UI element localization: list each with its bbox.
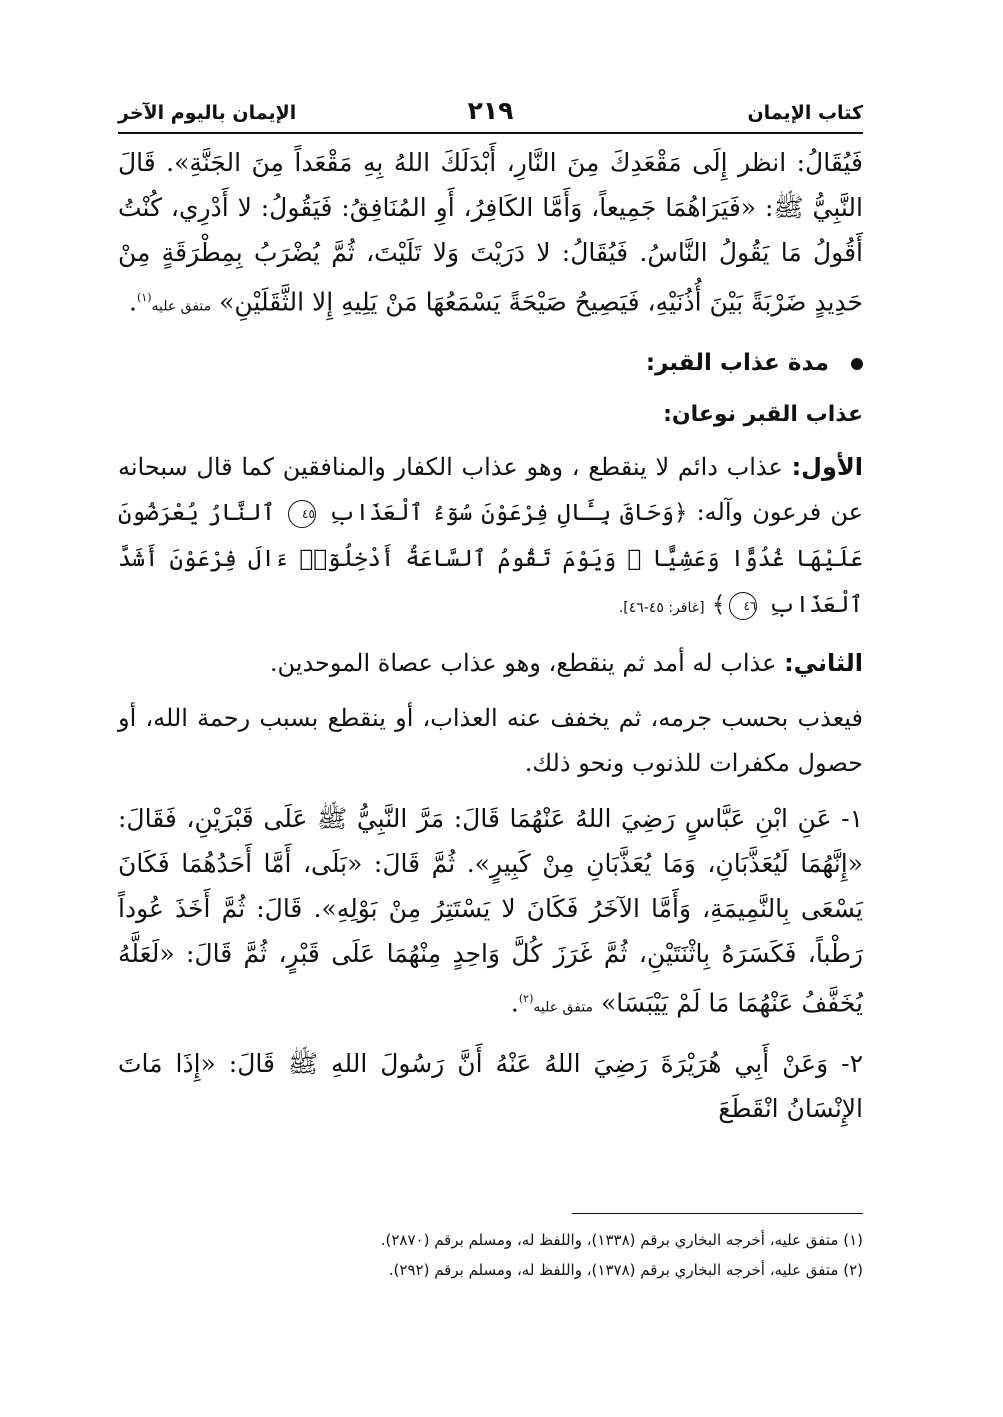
ayah-number-marker: ٤٥ xyxy=(288,500,316,528)
quran-verse-a: وَحَاقَ بِـَٔالِ فِرْعَوْنَ سُوٓءُ ٱلْعَذَابِ xyxy=(328,500,674,527)
page-number: ٢١٩ xyxy=(467,96,514,125)
header-rule xyxy=(118,132,863,134)
footnote-2: (٢) متفق عليه، أخرجه البخاري برقم (١٣٧٨)، واللفظ له، ومسلم برقم (٢٩٢). xyxy=(388,1261,863,1279)
hadith-2-text: ٢- وَعَنْ أَبِي هُرَيْرَةَ رَضِيَ اللهُ عَنْهُ أَنَّ رَسُولَ اللهِ ﷺ قَالَ: «إِذَا مَاتَ الإِنْسَانُ انْقَطَعَ xyxy=(118,1048,863,1123)
second-type-paragraph xyxy=(118,641,863,686)
first-text: عذاب دائم لا ينقطع ، وهو عذاب الكفار والمنافقين كما قال سبحانه عن فرعون وآله: xyxy=(118,453,863,527)
hadith-1-end: . xyxy=(510,988,519,1018)
intro-paragraph xyxy=(118,140,863,329)
ayah-number-marker: ٤٦ xyxy=(729,592,757,620)
quran-verse-b: ٱلنَّارُ يُعْرَضُونَ عَلَيْهَا غُدُوًّا وَعَشِيًّا ۖ وَيَوْمَ تَقُومُ ٱلسَّاعَةُ أَدْخِلُوٓا۟ ءَالَ فِرْعَوْنَ أَشَدَّ ٱلْعَذَابِ xyxy=(118,500,863,619)
hadith-2 xyxy=(118,1041,863,1131)
intro-reference: متفق عليه xyxy=(151,298,212,315)
second-label: الثاني: xyxy=(784,649,863,678)
book-title: كتاب الإيمان xyxy=(747,102,863,124)
page-body xyxy=(118,140,863,1131)
chapter-title: الإيمان باليوم الآخر xyxy=(118,102,297,124)
hadith-1 xyxy=(118,796,863,1030)
running-header xyxy=(118,96,863,132)
second-text: عذاب له أمد ثم ينقطع، وهو عذاب عصاة الموحدين. xyxy=(269,649,777,678)
bullet-icon xyxy=(851,358,863,370)
intro-end: . xyxy=(129,287,137,317)
hadith-1-reference: متفق عليه xyxy=(533,999,594,1016)
intro-footnote-mark: (١) xyxy=(136,291,152,304)
footnote-1: (١) متفق عليه، أخرجه البخاري برقم (١٣٣٨)، واللفظ له، ومسلم برقم (٢٨٧٠). xyxy=(380,1231,863,1249)
section-subheading: عذاب القبر نوعان: xyxy=(663,402,863,428)
first-type-paragraph xyxy=(118,445,863,631)
first-label: الأول: xyxy=(791,453,864,482)
section-heading xyxy=(118,343,863,383)
intro-text: فَيُقَالُ: انظر إِلَى مَقْعَدِكَ مِنَ النَّارِ، أَبْدَلَكَ اللهُ بِهِ مَقْعَداً مِنَ الجَنَّةِ». قَالَ النَّبِيُّ ﷺ: «فَيَرَاهُمَا جَمِيعاً، وَأَمَّا الكَافِرُ، أَوِ المُنَافِقُ: فَيَقُولُ: لا أَدْرِي، كُنْتُ أَقُولُ مَا يَقُولُ النَّاسُ. فَيُقَالُ: لا دَرَيْتَ وَلا تَلَيْتَ، ثُمَّ يُضْرَبُ بِمِطْرَقَةٍ مِنْ حَدِيدٍ ضَرْبَةً بَيْنَ أُذُنَيْهِ، فَيَصِيحُ صَيْحَةً يَسْمَعُهَا مَنْ يَلِيهِ إِلا الثَّقَلَيْنِ» xyxy=(118,148,863,317)
hadith-1-text: ١- عَنِ ابْنِ عَبَّاسٍ رَضِيَ اللهُ عَنْهُمَا قَالَ: مَرَّ النَّبِيُّ ﷺ عَلَى قَبْرَيْنِ، فَقَالَ: «إِنَّهُمَا لَيُعَذَّبَانِ، وَمَا يُعَذَّبَانِ مِنْ كَبِيرٍ». ثُمَّ قَالَ: «بَلَى، أَمَّا أَحَدُهُمَا فَكَانَ يَسْعَى بِالنَّمِيمَةِ، وَأَمَّا الآخَرُ فَكَانَ لا يَسْتَتِرُ مِنْ بَوْلِهِ». قَالَ: ثُمَّ أَخَذَ عُوداً رَطْباً، فَكَسَرَهُ بِاثْنَتَيْنِ، ثُمَّ غَرَزَ كُلَّ وَاحِدٍ مِنْهُمَا عَلَى قَبْرٍ، ثُمَّ قَالَ: «لَعَلَّهُ يُخَفَّفُ عَنْهُمَا مَا لَمْ يَيْبَسَا» xyxy=(118,804,863,1018)
footnote-rule xyxy=(572,1213,863,1214)
explanation-paragraph: فيعذب بحسب جرمه، ثم يخفف عنه العذاب، أو ينقطع بسبب رحمة الله، أو حصول مكفرات للذنوب ونحو ذلك. xyxy=(118,704,863,778)
quran-reference: [غافر: ٤٥-٤٦]. xyxy=(618,600,705,617)
hadith-1-footnote-mark: (٢) xyxy=(518,992,534,1006)
section-title: مدة عذاب القبر: xyxy=(645,350,829,377)
footnotes xyxy=(118,1225,863,1285)
quran-close-bracket: ﴾ xyxy=(711,592,726,619)
quran-open-bracket: ﴿ xyxy=(673,500,688,527)
